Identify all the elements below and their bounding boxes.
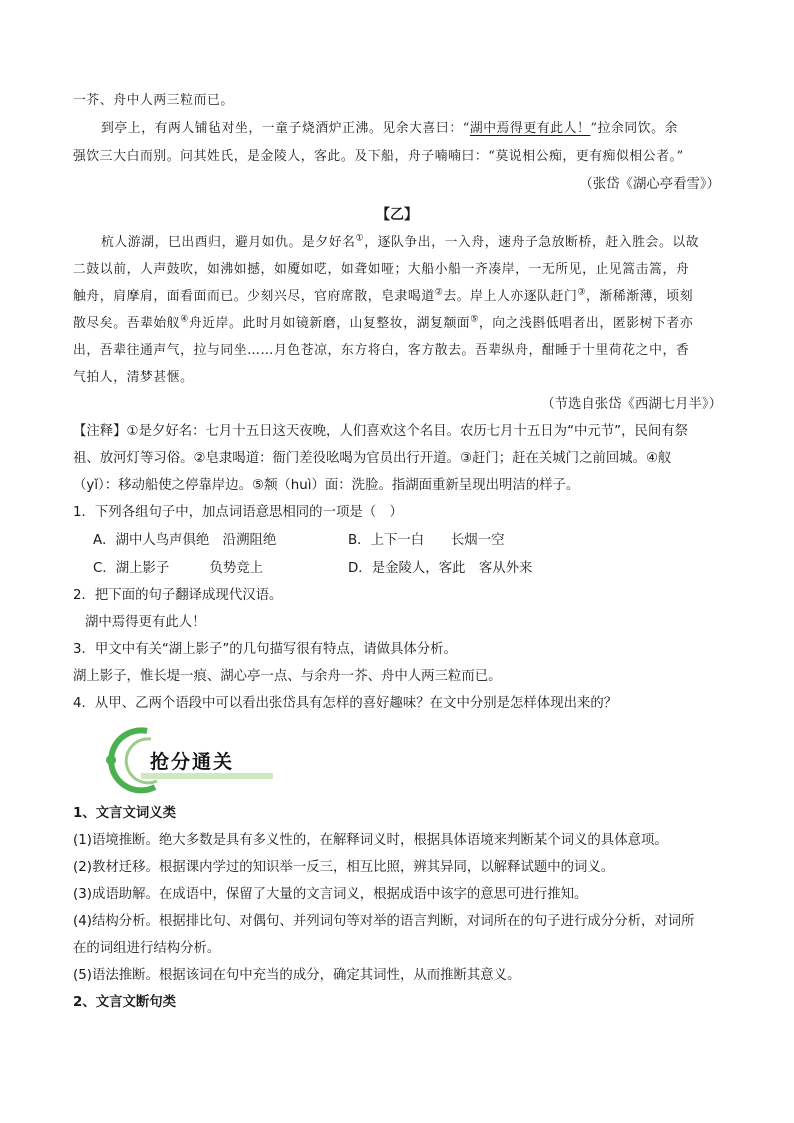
method-item-5: (5)语法推断。根据该词在句中充当的成分，确定其词性，从而推断其意义。 xyxy=(73,968,521,983)
yi-line-1-b: ，逐队争出，一入舟，速舟子急放断桥，赶入胜会。以故 xyxy=(364,235,700,250)
yi-heading: 【乙】 xyxy=(376,207,418,223)
question-1-option-c: C．湖上影子 负势竞上 xyxy=(93,561,264,576)
yi-line-5: 出，吾辈往通声气，拉与同坐……月色苍凉，东方将白，客方散去。吾辈纵舟，酣睡于十里荷花之中，香 xyxy=(73,343,690,358)
note-marker-4: ④ xyxy=(180,314,189,325)
yi-line-6: 气拍人，清梦甚惬。 xyxy=(73,370,194,385)
jia-line-3: 强饮三大白而别。问其姓氏，是金陵人，客此。及下船，舟子喃喃曰：“莫说相公痴，更有痴似相公者。” xyxy=(73,149,684,164)
method-item-4: (4)结构分析。根据排比句、对偶句、并列词句等对举的语言判断，对词所在的句子进行成分分析，对词所 xyxy=(73,914,695,929)
yi-line-1-a: 杭人游湖，巳出酉归，避月如仇。是夕好名 xyxy=(101,235,356,250)
yi-line-3-b: 去。岸上人亦逐队赶门 xyxy=(443,289,578,304)
jia-line-2 xyxy=(101,120,678,138)
yi-line-4-b: 舟近岸。此时月如镜新磨，山复整妆，湖复颒面 xyxy=(188,316,471,331)
note-marker-2: ② xyxy=(434,287,444,298)
method-item-1: (1)语境推断。绝大多数是具有多义性的，在解释词义时，根据具体语境来判断某个词义的具体意项。 xyxy=(73,833,668,848)
jia-source: （张岱《湖心亭看雪》） xyxy=(579,177,720,192)
notes-line-2: 祖、放河灯等习俗。②皂隶喝道：衙门差役吆喝为官员出行开道。③赶门；赶在关城门之前回城。④舣 xyxy=(73,451,672,466)
yi-line-4-c: ，向之浅斟低唱者出，匿影树下者亦 xyxy=(478,316,694,331)
question-3-quote: 湖上影子，惟长堤一痕、湖心亭一点、与余舟一芥、舟中人两三粒而已。 xyxy=(73,669,502,684)
jia-line-1: 一芥、舟中人两三粒而已。 xyxy=(73,93,234,108)
yi-line-3-c: ，渐稀渐薄，顷刻 xyxy=(586,289,694,304)
yi-line-4-a: 散尽矣。吾辈始舣 xyxy=(73,316,181,331)
question-1-option-a: A．湖中人鸟声俱绝 沿溯阻绝 xyxy=(93,533,277,548)
yi-line-4 xyxy=(73,315,693,333)
jia-line-2-a: 到亭上，有两人铺毡对坐，一童子烧酒炉正沸。见余大喜曰：“ xyxy=(101,121,470,136)
section-heading-2: 2、文言文断句类 xyxy=(73,995,177,1010)
section-heading-1: 1、文言文词义类 xyxy=(73,806,177,821)
yi-line-1 xyxy=(101,234,699,252)
question-2: 2．把下面的句子翻译成现代汉语。 xyxy=(73,588,283,603)
question-4: 4．从甲、乙两个语段中可以看出张岱具有怎样的喜好趣味？在文中分别是怎样体现出来的？ xyxy=(73,696,618,711)
yi-source: （节选自张岱《西湖七月半》） xyxy=(541,397,722,412)
yi-line-3-a: 触舟，肩摩肩，面看面而已。少刻兴尽，官府席散，皂隶喝道 xyxy=(73,289,435,304)
method-item-2: (2)教材迁移。根据课内学过的知识举一反三，相互比照，辨其异同，以解释试题中的词义。 xyxy=(73,860,615,875)
note-marker-1: ① xyxy=(355,233,365,244)
question-1: 1．下列各组句子中，加点词语意思相同的一项是（ ） xyxy=(73,505,403,520)
section-banner-title: 抢分通关 xyxy=(150,751,235,773)
yi-line-2: 二鼓以前，人声鼓吹，如沸如撼，如魇如呓，如聋如哑；大船小船一齐凑岸，一无所见，止见篙击篙，舟 xyxy=(73,262,690,277)
method-item-3: (3)成语助解。在成语中，保留了大量的文言词义，根据成语中该字的意思可进行推知。 xyxy=(73,887,588,902)
jia-underlined-sentence: 湖中焉得更有此人！ xyxy=(469,121,591,136)
note-marker-3: ③ xyxy=(577,287,587,298)
note-marker-5: ⑤ xyxy=(470,314,479,325)
question-1-option-b: B．上下一白 长烟一空 xyxy=(348,533,505,548)
question-3: 3．甲文中有关“湖上影子”的几句描写很有特点，请做具体分析。 xyxy=(73,642,457,657)
question-1-option-d: D．是金陵人，客此 客从外来 xyxy=(348,561,533,576)
yi-line-3 xyxy=(73,288,693,306)
method-item-4-cont: 在的词组进行结构分析。 xyxy=(73,941,221,956)
notes-line-1: 【注释】①是夕好名：七月十五日这天夜晚，人们喜欢这个名目。农历七月十五日为“中元节”，民间有祭 xyxy=(73,424,689,439)
question-2-sentence: 湖中焉得更有此人！ xyxy=(85,615,206,630)
jia-line-2-b: ”拉余同饮。余 xyxy=(590,121,678,136)
notes-line-3: （yǐ）：移动船使之停靠岸边。⑤颒（huì）面：洗脸。指湖面重新呈现出明洁的样子。 xyxy=(73,478,580,493)
